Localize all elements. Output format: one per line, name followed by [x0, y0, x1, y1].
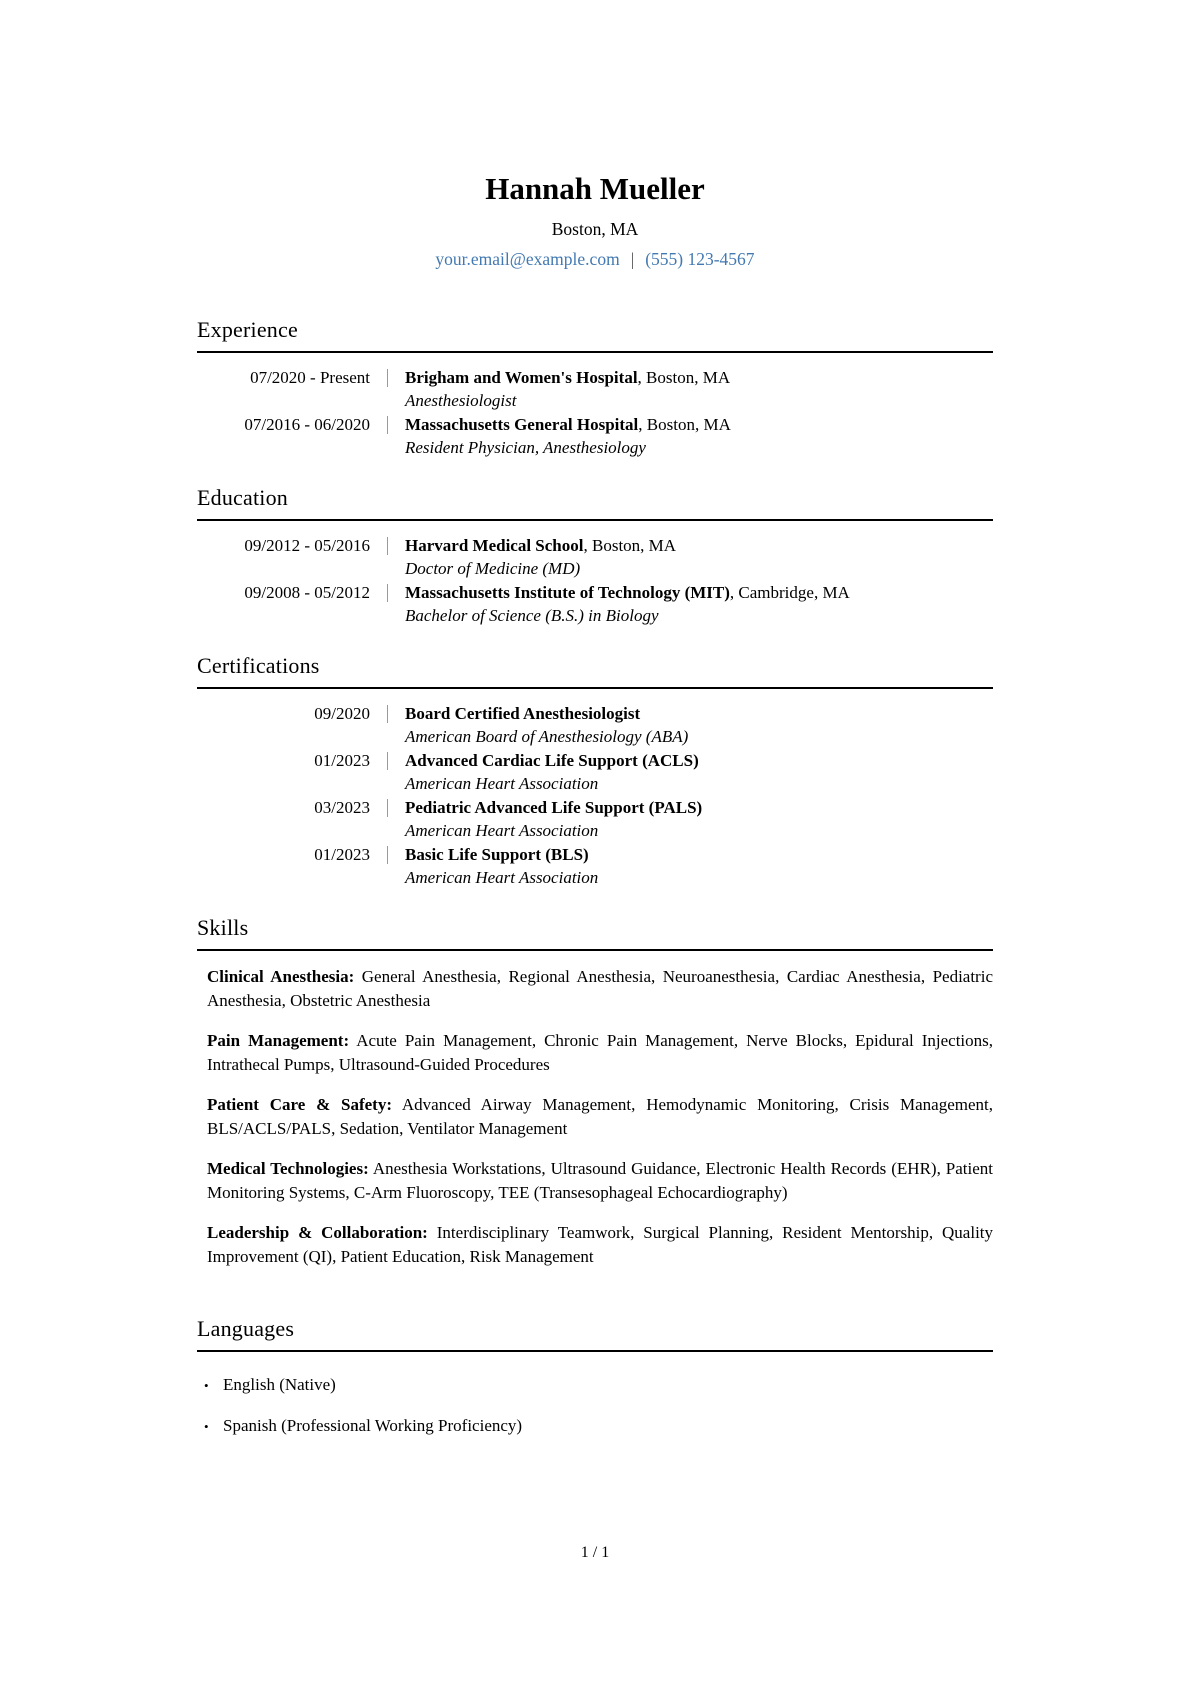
entry-details: [405, 581, 850, 627]
entry-date: 09/2012 - 05/2016: [244, 536, 370, 556]
entry-date: 07/2020 - Present: [250, 368, 370, 388]
entry-title-line: [405, 843, 598, 866]
certification-entry: [197, 749, 993, 795]
skill-text: Advanced Airway Management, Hemodynamic Monitoring, Crisis Management, BLS/ACLS/PALS, Sedation, Ventilator Management: [207, 1095, 994, 1138]
entry-date: 07/2016 - 06/2020: [244, 415, 370, 435]
entry-title-line: [405, 581, 850, 604]
skills-list: [197, 951, 993, 1268]
date-divider: [387, 584, 388, 602]
certifications-section-title: Certifications: [197, 653, 993, 689]
skill-label: Medical Technologies:: [207, 1159, 369, 1179]
entry-location-suffix: , Boston, MA: [638, 415, 731, 435]
experience-section-title: Experience: [197, 317, 993, 353]
date-divider: [387, 846, 388, 864]
entry-title-line: [405, 413, 731, 436]
date-divider: [387, 799, 388, 817]
entry-subtitle: Resident Physician, Anesthesiology: [405, 438, 646, 458]
experience-entry: [197, 413, 993, 459]
section-skills: [197, 915, 993, 1268]
entry-title: Massachusetts Institute of Technology (MIT): [405, 583, 730, 603]
language-label: English (Native): [223, 1375, 336, 1395]
languages-list: [197, 1352, 993, 1438]
bullet-marker: •: [204, 1419, 209, 1435]
skill-label: Leadership & Collaboration:: [207, 1223, 428, 1243]
entry-title-line: [405, 702, 688, 725]
skill-text: Interdisciplinary Teamwork, Surgical Planning, Resident Mentorship, Quality Improvement (QI), Patient Education, Risk Management: [207, 1223, 994, 1266]
entry-subtitle: Anesthesiologist: [405, 391, 517, 411]
experience-entries: [197, 353, 993, 459]
date-divider: [387, 705, 388, 723]
contact-separator: |: [630, 249, 635, 270]
skill-item: [197, 1029, 993, 1076]
entry-title-line: [405, 796, 702, 819]
email-link[interactable]: your.email@example.com: [435, 249, 620, 270]
entry-title: Pediatric Advanced Life Support (PALS): [405, 798, 703, 818]
education-section-title: Education: [197, 485, 993, 521]
skills-section-title: Skills: [197, 915, 993, 951]
entry-details: [405, 702, 688, 748]
entry-subtitle: Doctor of Medicine (MD): [405, 559, 581, 579]
entry-date: 01/2023: [314, 751, 370, 771]
certification-entry: [197, 843, 993, 889]
education-entries: [197, 521, 993, 627]
entry-title: Basic Life Support (BLS): [405, 845, 589, 865]
entry-title-line: [405, 534, 676, 557]
entry-location-suffix: , Boston, MA: [637, 368, 731, 388]
skill-label: Pain Management:: [207, 1031, 350, 1051]
date-divider: [387, 752, 388, 770]
skill-item: [197, 1221, 993, 1268]
skill-text: Acute Pain Management, Chronic Pain Management, Nerve Blocks, Epidural Injections, Intrathecal Pumps, Ultrasound-Guided Procedures: [207, 1031, 994, 1074]
resume-header: [197, 172, 993, 270]
date-divider: [387, 537, 388, 555]
candidate-name: Hannah Mueller: [485, 171, 705, 206]
section-experience: [197, 317, 993, 459]
entry-subtitle: Bachelor of Science (B.S.) in Biology: [405, 606, 659, 626]
entry-title: Harvard Medical School: [405, 536, 584, 556]
section-certifications: [197, 653, 993, 889]
education-entry: [197, 581, 993, 627]
entry-subtitle: American Board of Anesthesiology (ABA): [405, 727, 689, 747]
entry-details: [405, 413, 731, 459]
bullet-marker: •: [204, 1378, 209, 1394]
language-label: Spanish (Professional Working Proficiency): [223, 1416, 523, 1436]
skill-item: [197, 1093, 993, 1140]
entry-details: [405, 796, 702, 842]
date-divider: [387, 416, 388, 434]
contact-line: [197, 249, 993, 270]
entry-date: 09/2020: [314, 704, 370, 724]
entry-subtitle: American Heart Association: [405, 774, 599, 794]
section-education: [197, 485, 993, 627]
skill-text: Anesthesia Workstations, Ultrasound Guidance, Electronic Health Records (EHR), Patient Monitoring Systems, C-Arm Fluoroscopy, TEE (Transesophageal Echocardiography): [207, 1159, 994, 1202]
entry-title: Brigham and Women's Hospital: [405, 368, 638, 388]
entry-subtitle: American Heart Association: [405, 868, 599, 888]
language-item: [197, 1373, 993, 1397]
entry-details: [405, 534, 676, 580]
languages-section-title: Languages: [197, 1316, 993, 1352]
certification-entry: [197, 796, 993, 842]
entry-title-line: [405, 366, 730, 389]
skill-label: Clinical Anesthesia:: [207, 967, 355, 987]
skill-item: [197, 965, 993, 1012]
entry-details: [405, 749, 699, 795]
date-divider: [387, 369, 388, 387]
language-item: [197, 1414, 993, 1438]
entry-title: Board Certified Anesthesiologist: [405, 704, 641, 724]
entry-title-line: [405, 749, 699, 772]
entry-details: [405, 366, 730, 412]
entry-details: [405, 843, 598, 889]
phone-link[interactable]: (555) 123-4567: [645, 249, 755, 270]
certification-entry: [197, 702, 993, 748]
entry-date: 03/2023: [314, 798, 370, 818]
entry-title: Massachusetts General Hospital: [405, 415, 639, 435]
entry-subtitle: American Heart Association: [405, 821, 599, 841]
entry-title: Advanced Cardiac Life Support (ACLS): [405, 751, 699, 771]
skill-text: General Anesthesia, Regional Anesthesia, Neuroanesthesia, Cardiac Anesthesia, Pediatric Anesthesia, Obstetric Anesthesia: [207, 967, 993, 1010]
education-entry: [197, 534, 993, 580]
candidate-location: Boston, MA: [551, 219, 639, 240]
certifications-entries: [197, 689, 993, 889]
skill-item: [197, 1157, 993, 1204]
experience-entry: [197, 366, 993, 412]
entry-date: 01/2023: [314, 845, 370, 865]
skill-label: Patient Care & Safety:: [207, 1095, 393, 1115]
entry-location-suffix: , Cambridge, MA: [729, 583, 850, 603]
entry-location-suffix: , Boston, MA: [583, 536, 677, 556]
section-languages: [197, 1316, 993, 1438]
entry-date: 09/2008 - 05/2012: [244, 583, 370, 603]
page-number: 1 / 1: [580, 1544, 610, 1561]
